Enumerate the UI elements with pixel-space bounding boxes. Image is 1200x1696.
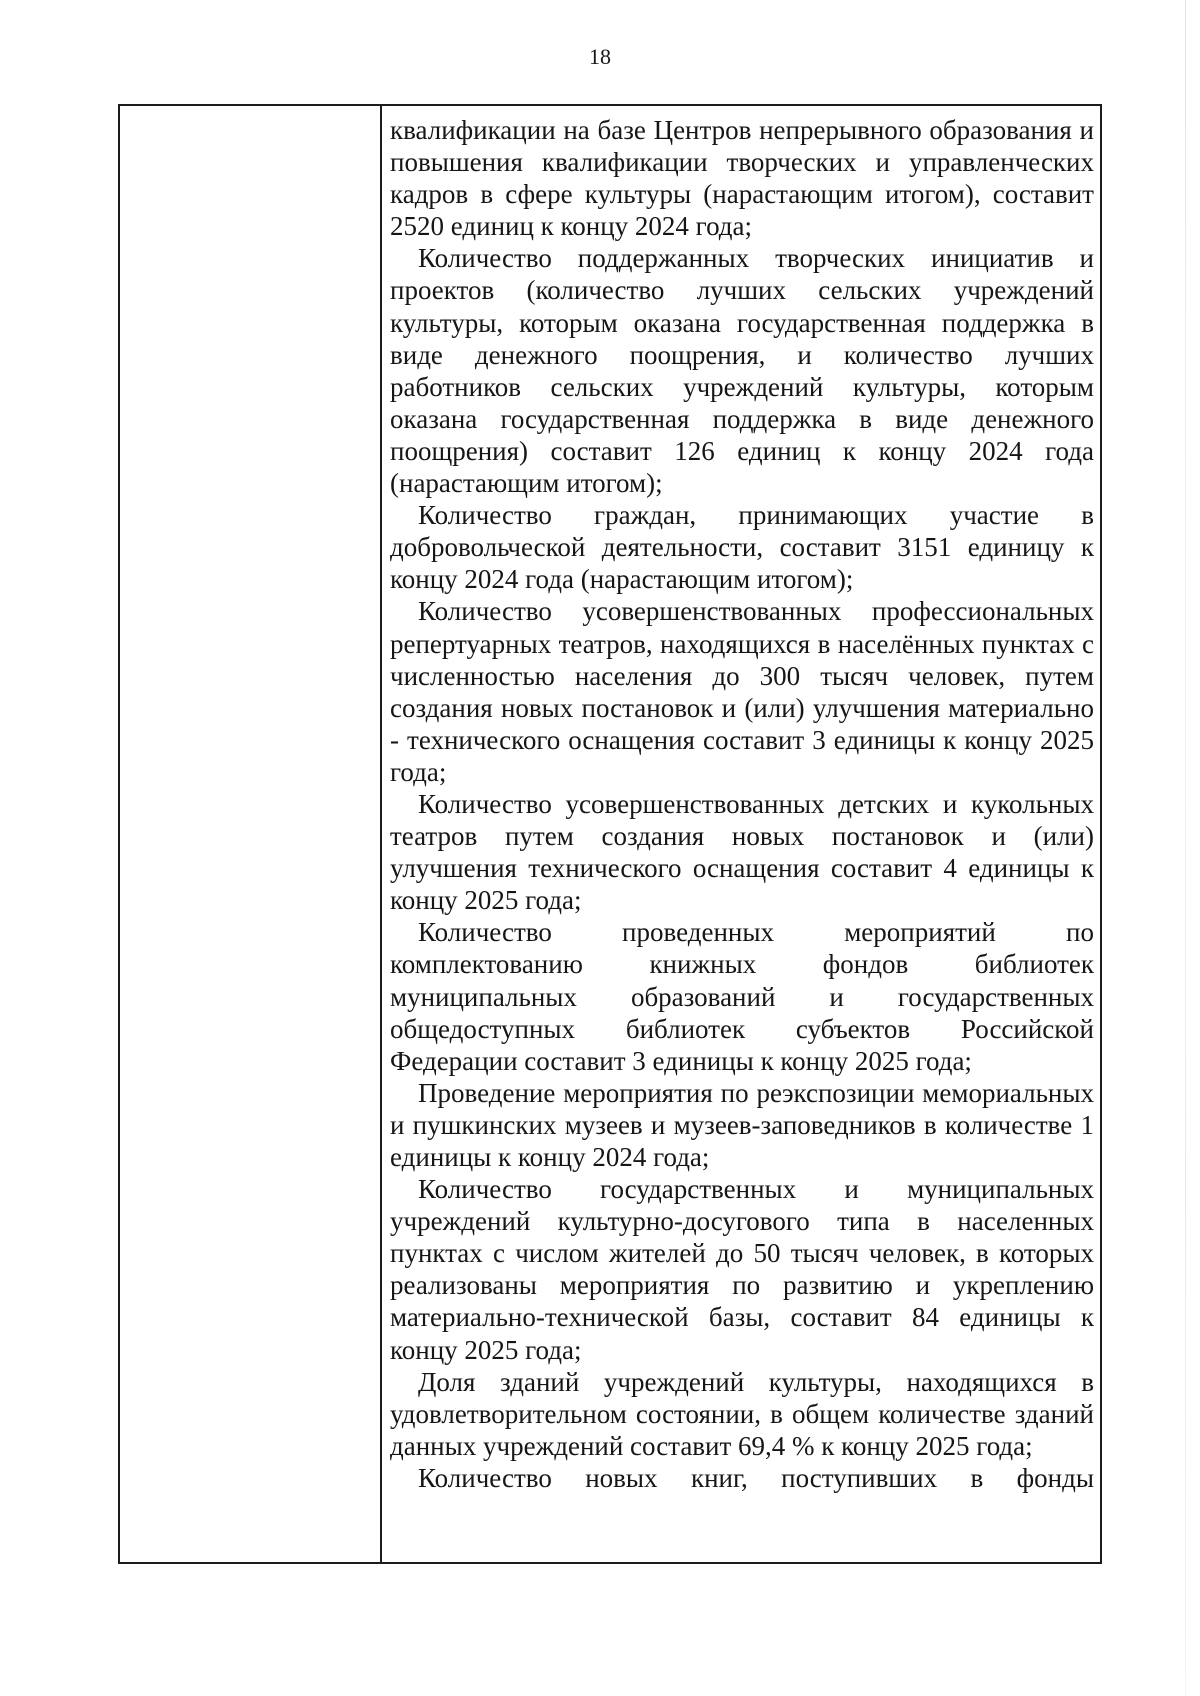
paragraph-museum-reexposition: Проведение мероприятия по реэкспозиции мемориальных и пушкинских музеев и музеев-заповедников в количестве 1 единицы к концу 2024 года;	[390, 1077, 1094, 1172]
table-right-cell	[382, 106, 1100, 1562]
paragraph-cultural-leisure-institutions: Количество государственных и муниципальных учреждений культурно-досугового типа в населенных пунктах с числом жителей до 50 тысяч человек, в которых реализованы мероприятия по развитию и укреплению материально-технической базы, составит 84 единицы к концу 2025 года;	[390, 1174, 1094, 1365]
paragraph-library-funds: Количество проведенных мероприятий по комплектованию книжных фондов библиотек муниципальных образований и государственных общедоступных библиотек субъектов Российской Федерации составит 3 единицы к концу 2025 года;	[390, 917, 1094, 1076]
table-left-cell	[120, 106, 382, 1562]
scan-edge-line	[1185, 0, 1186, 1696]
paragraph-volunteers: Количество граждан, принимающих участие в добровольческой деятельности, составит 3151 единицу к концу 2024 года (нарастающим итогом);	[390, 500, 1094, 595]
paragraph-puppet-theatres: Количество усовершенствованных детских и кукольных театров путем создания новых постановок и (или) улучшения технического оснащения составит 4 единицы к концу 2025 года;	[390, 788, 1094, 916]
paragraph-creative-initiatives: Количество поддержанных творческих инициатив и проектов (количество лучших сельских учреждений культуры, которым оказана государственная поддержка в виде денежного поощрения, и количество лучших работников сельских учреждений культуры, которым оказана государственная поддержка в виде денежного поощрения) составит 126 единиц к концу 2024 года (нарастающим итогом);	[390, 243, 1094, 499]
page-number: 18	[589, 44, 611, 69]
paragraph-new-books: Количество новых книг, поступивших в фонды	[418, 1462, 1094, 1493]
document-table	[118, 104, 1102, 1564]
paragraph-repertory-theatres: Количество усовершенствованных профессиональных репертуарных театров, находящихся в населённых пунктах с численностью населения до 300 тысяч человек, путем создания новых постановок и (или) улучшения материально - технического оснащения составит 3 единицы к концу 2025 года;	[390, 596, 1094, 787]
paragraph-buildings-share: Доля зданий учреждений культуры, находящихся в удовлетворительном состоянии, в общем количестве зданий данных учреждений составит 69,4 % к концу 2025 года;	[390, 1366, 1094, 1461]
paragraph-qualification-continuation: квалификации на базе Центров непрерывного образования и повышения квалификации творческих и управленческих кадров в сфере культуры (нарастающим итогом), составит 2520 единиц к концу 2024 года;	[390, 115, 1094, 242]
